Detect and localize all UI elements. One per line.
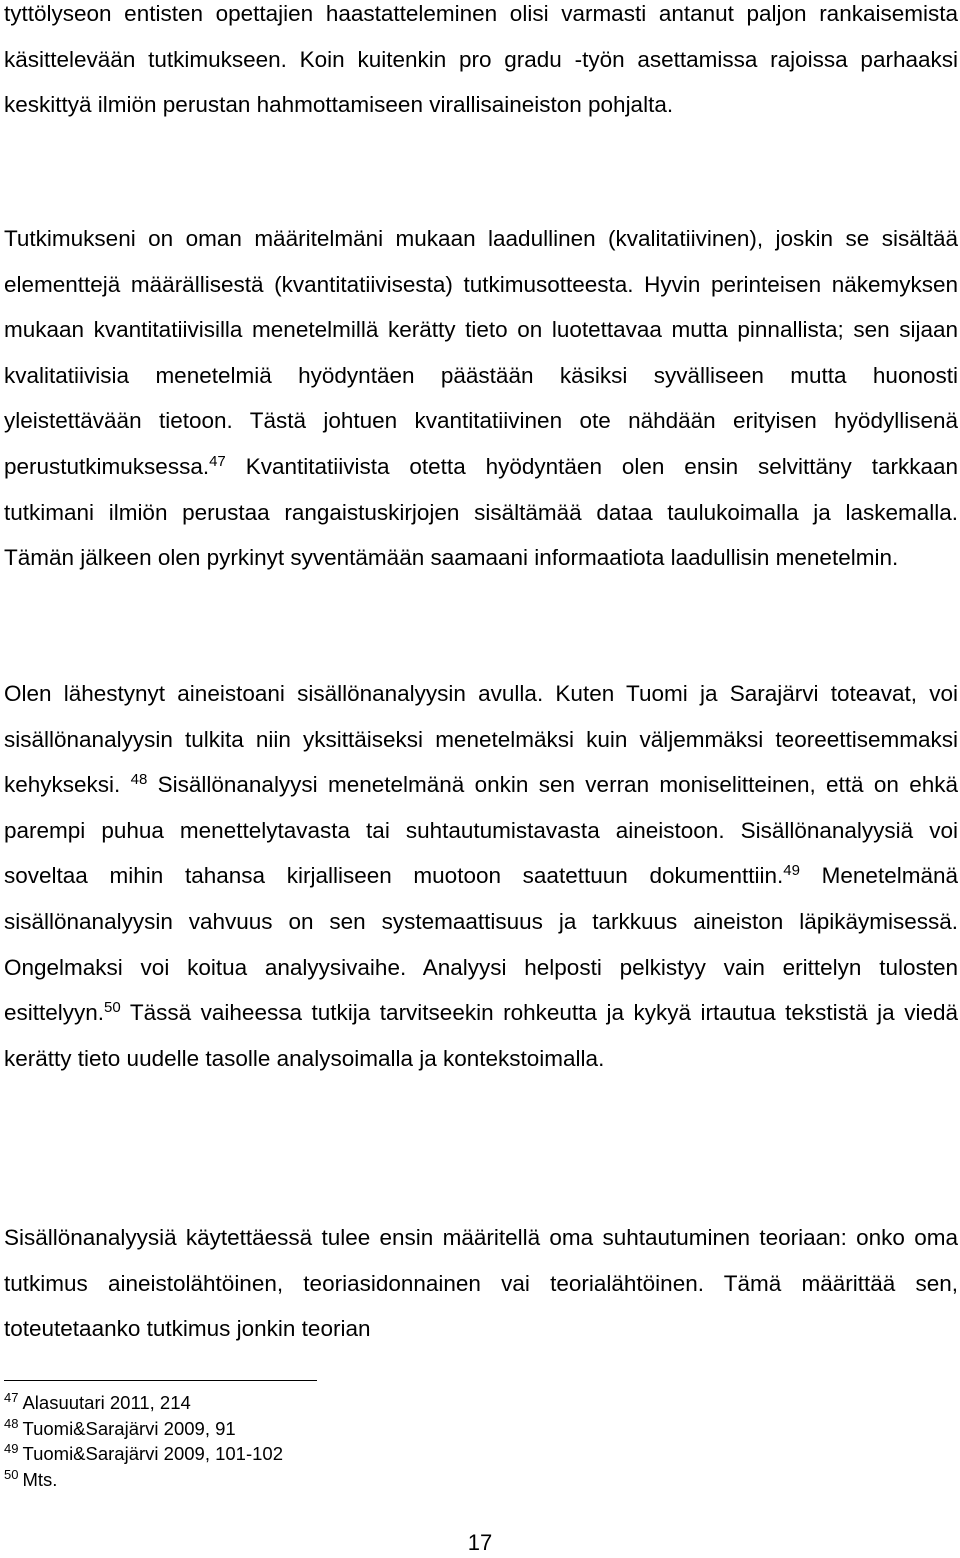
footnote-item xyxy=(4,1390,704,1416)
footnote-separator xyxy=(4,1380,317,1381)
footnote-item xyxy=(4,1441,704,1467)
footnotes-list xyxy=(4,1390,704,1492)
footnote-text: Tuomi&Sarajärvi 2009, 91 xyxy=(22,1417,236,1439)
paragraph-text: Tutkimukseni on oman määritelmäni mukaan laadullinen (kvalitatiivinen), joskin se sisältää elementtejä määrällisestä (kvantitatiivisesta) tutkimusotteesta. Hyvin perinteisen näkemyksen mukaan kvantitatiivisilla menetelmillä kerätty tieto on luotettavaa mutta pinnallista; sen sijaan kvalitatiivisia menetelmiä hyödyntäen päästään käsiksi syvälliseen mutta huonosti yleistettävään tietoon. Tästä johtuen kvantitatiivinen ote nähdään erityisen hyödyllisenä perustutkimuksessa. xyxy=(4,226,958,479)
footnote-item xyxy=(4,1416,704,1442)
paragraph-2 xyxy=(4,216,958,581)
paragraph-4 xyxy=(4,1215,958,1352)
paragraph-3 xyxy=(4,671,958,1081)
footnote-ref[interactable]: 49 xyxy=(783,862,800,880)
footnote-text: Mts. xyxy=(22,1468,58,1490)
page-number: 17 xyxy=(467,1530,493,1555)
paragraph-text: Olen lähestynyt aineistoani sisällönanalyysin avulla. Kuten Tuomi ja Sarajärvi toteavat, voi sisällönanalyysin tulkita niin yksittäiseksi menetelmäksi kuin väljemmäksi teoreettisemmaksi kehykseksi. xyxy=(4,681,958,798)
paragraph-text: Kvantitatiivista otetta hyödyntäen olen ensin selvittäny tarkkaan tutkimani ilmiön perustaa rangaistuskirjojen sisältämää dataa taulukoimalla ja laskemalla. Tämän jälkeen olen pyrkinyt syventämään saamaani informaatiota laadullisin menetelmin. xyxy=(4,453,958,571)
paragraph-text: Sisällönanalyysiä käytettäessä tulee ensin määritellä oma suhtautuminen teoriaan: onko oma tutkimus aineistolähtöinen, teoriasidonnainen vai teorialähtöinen. Tämä määrittää sen, toteutetaanko tutkimus jonkin teorian xyxy=(4,1225,958,1342)
footnote-text: Alasuutari 2011, 214 xyxy=(22,1392,191,1413)
paragraph-text: Tässä vaiheessa tutkija tarvitseekin rohkeutta ja kykyä irtautua tekstistä ja viedä kerätty tieto uudelle tasolle analysoimalla ja kontekstoimalla. xyxy=(4,1000,958,1071)
footnote-ref[interactable]: 50 xyxy=(104,999,121,1017)
paragraph-text: Sisällönanalyysi menetelmänä onkin sen verran moniselitteinen, että on ehkä parempi puhua menettelytavasta tai suhtautumistavasta aineistoon. Sisällönanalyysiä voi soveltaa mihin tahansa kirjalliseen muotoon saatettuun dokumenttiin. xyxy=(4,772,958,889)
paragraph-text: Menetelmänä sisällönanalyysin vahvuus on sen systemaattisuus ja tarkkuus aineiston läpikäymisessä. Ongelmaksi voi koitua analyysivaihe. Analyysi helposti pelkistyy vain erittelyn tulosten esittelyyn. xyxy=(4,863,958,1026)
footnote-text: Tuomi&Sarajärvi 2009, 101-102 xyxy=(22,1443,283,1464)
footnote-number: 50 xyxy=(4,1466,19,1482)
paragraph-1 xyxy=(4,0,958,128)
footnote-ref[interactable]: 48 xyxy=(130,771,148,789)
footnote-number: 47 xyxy=(4,1390,19,1405)
footnote-number: 49 xyxy=(4,1441,19,1456)
footnote-item xyxy=(4,1467,704,1493)
footnote-ref[interactable]: 47 xyxy=(209,452,226,470)
paragraph-text: tyttölyseon entisten opettajien haastatteleminen olisi varmasti antanut paljon rankaisemista käsittelevään tutkimukseen. Koin kuitenkin pro gradu -työn asettamissa rajoissa parhaaksi keskittyä ilmiön perustan hahmottamiseen virallisaineiston pohjalta. xyxy=(4,1,958,118)
footnote-number: 48 xyxy=(4,1415,19,1431)
